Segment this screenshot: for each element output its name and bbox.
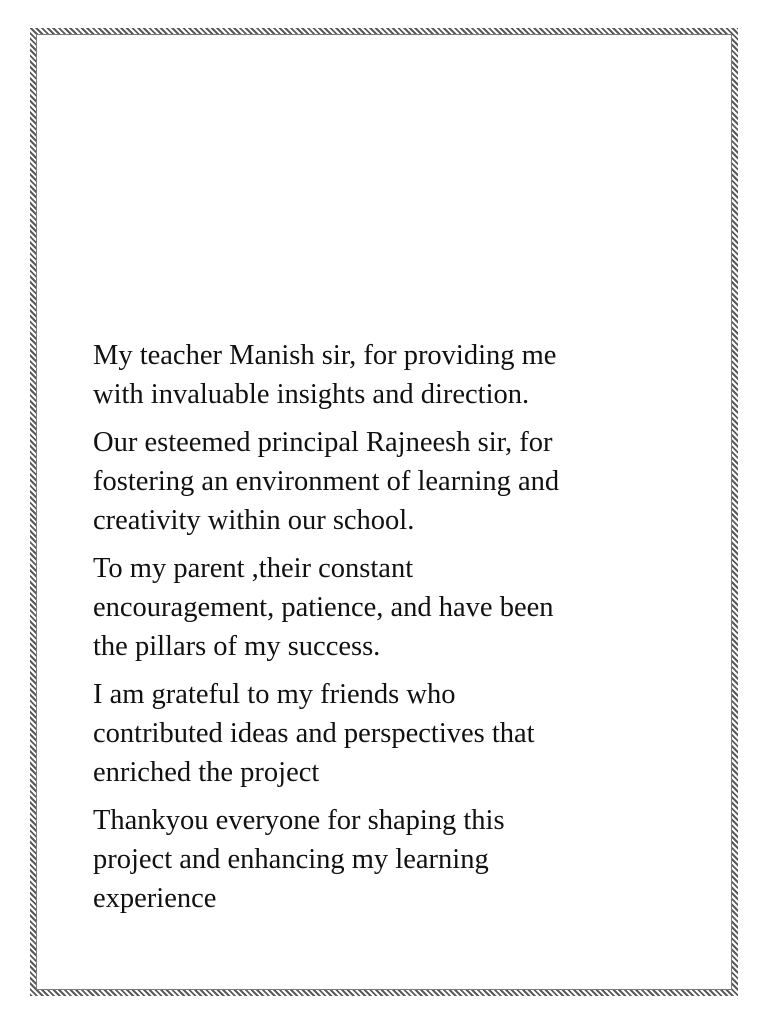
text-line: enriched the project — [93, 757, 320, 788]
text-line: encouragement, patience, and have been — [93, 592, 554, 623]
text-line: I am grateful to my friends who — [93, 679, 456, 710]
text-line: Thankyou everyone for shaping this — [93, 805, 505, 836]
text-line: project and enhancing my learning — [93, 844, 489, 875]
text-line: creativity within our school. — [93, 505, 415, 536]
text-line: with invaluable insights and direction. — [93, 379, 530, 410]
text-line: Our esteemed principal Rajneesh sir, for — [93, 427, 553, 458]
paragraph-teacher — [93, 336, 673, 414]
text-line: To my parent ,their constant — [93, 553, 414, 584]
paragraph-principal — [93, 423, 673, 540]
paragraph-parents — [93, 549, 673, 666]
text-line: the pillars of my success. — [93, 631, 381, 662]
acknowledgement-text — [93, 336, 673, 927]
text-line: fostering an environment of learning and — [93, 466, 560, 497]
text-line: contributed ideas and perspectives that — [93, 718, 535, 749]
text-line: experience — [93, 883, 217, 914]
text-line: My teacher Manish sir, for providing me — [93, 340, 557, 371]
paragraph-thanks — [93, 801, 673, 918]
paragraph-friends — [93, 675, 673, 792]
